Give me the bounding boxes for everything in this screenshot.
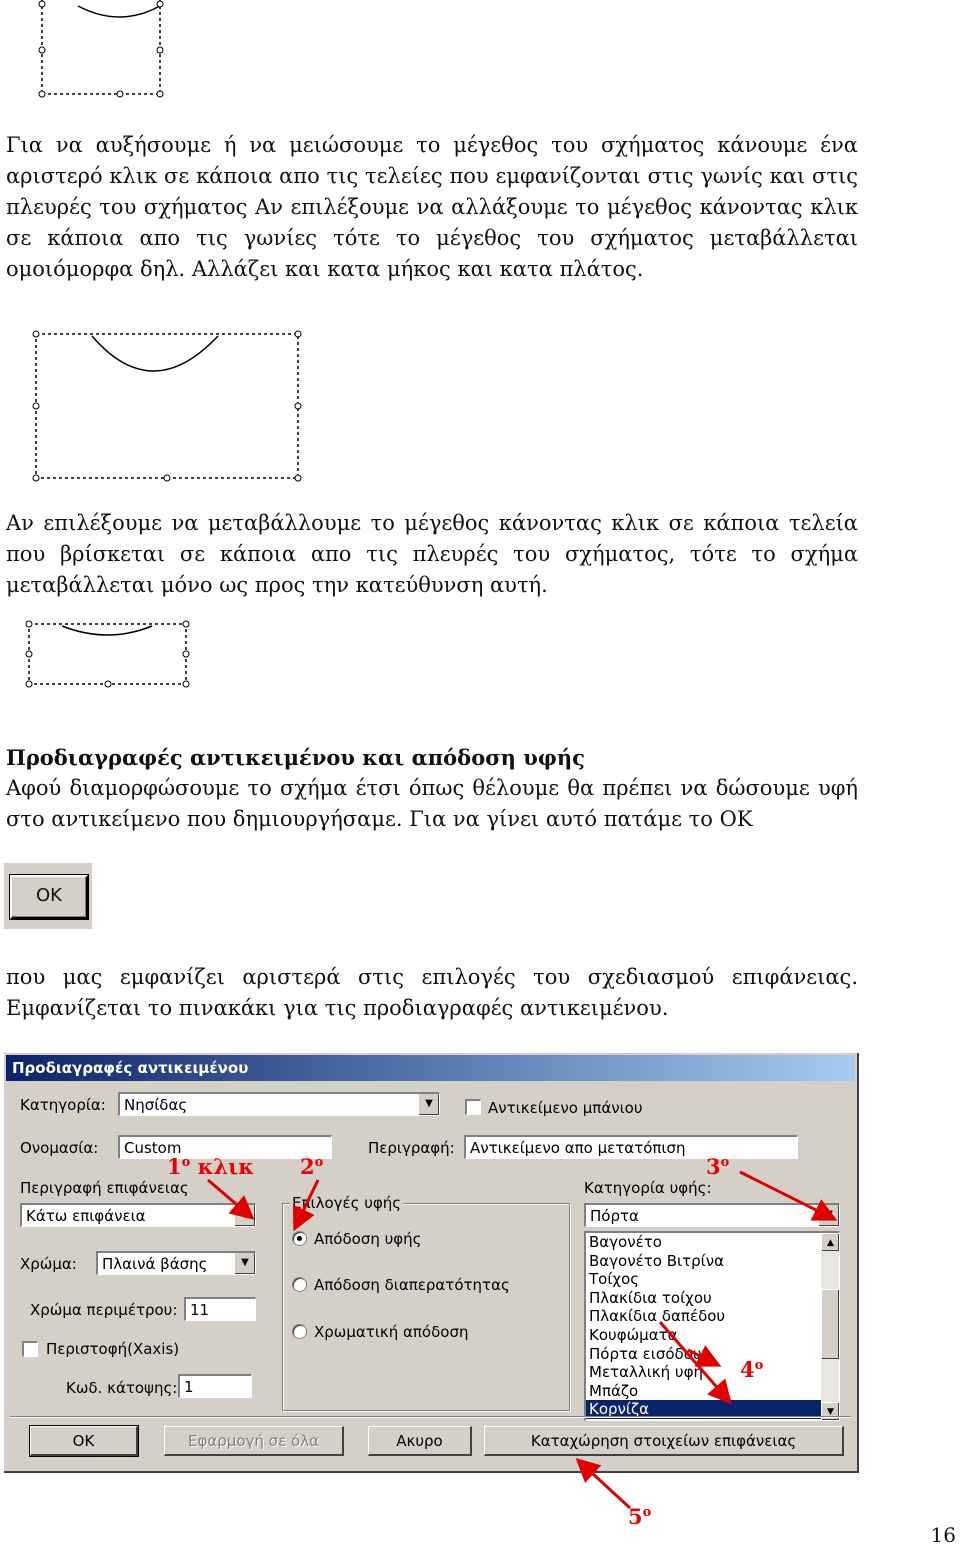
texture-list-item[interactable]: Μεταλλική υφή [589,1363,703,1382]
radio-texture[interactable] [292,1231,307,1246]
annotation-4: $4^o$ [740,1357,764,1382]
scroll-up-icon[interactable]: ▲ [821,1233,839,1251]
annotation-2: $2^o$ [300,1154,324,1179]
radio-color-label: Χρωματική απόδοση [314,1323,469,1341]
scroll-thumb[interactable] [821,1289,839,1359]
texture-list-item[interactable]: Βαγονέτο Βιτρίνα [589,1251,724,1270]
description-label: Περιγραφή: [368,1139,455,1157]
paragraph-dialog-intro: που μας εμφανίζει αριστερά στις επιλογές του σχεδιασμού επιφάνειας. Εμφανίζεται το πινακάκι για τις προδιαγραφές αντικειμένου. [6,965,858,1020]
texture-list-item[interactable]: Κορνίζα [586,1400,821,1419]
listbox-scrollbar[interactable] [821,1233,839,1420]
surface-desc-value: Κάτω επιφάνεια [26,1207,146,1225]
perimeter-color-input[interactable]: 11 [184,1297,256,1321]
rotation-label: Περιστοφή(Xaxis) [46,1340,180,1358]
bathroom-object-label: Αντικείμενο μπάνιου [488,1099,643,1117]
page-number: 16 [930,1523,956,1547]
dialog-ok-button[interactable]: OK [30,1426,138,1456]
texture-options-title: Επιλογές υφής [292,1194,402,1212]
cancel-button[interactable]: Ακυρο [368,1426,472,1456]
texture-category-label: Κατηγορία υφής: [584,1179,712,1197]
category-select[interactable] [118,1092,440,1116]
name-input[interactable]: Custom [118,1135,332,1159]
ok-button-image[interactable]: OK [10,875,88,919]
annotation-5: $5^o$ [628,1504,652,1529]
description-input[interactable]: Αντικείμενο απο μετατόπιση [464,1135,798,1159]
apply-all-button[interactable]: Εφαρμογή σε όλα [164,1426,344,1456]
texture-list-item[interactable]: Πόρτα εισόδου [589,1344,702,1363]
radio-texture-label: Απόδοση υφής [314,1230,422,1248]
texture-listbox[interactable] [584,1231,840,1421]
texture-category-select[interactable] [584,1203,840,1227]
category-value: Νησίδας [124,1096,188,1114]
texture-list-item[interactable]: Βαγονέτο [589,1233,662,1251]
category-label: Κατηγορία: [20,1096,106,1114]
scroll-down-icon[interactable]: ▼ [821,1402,839,1420]
annotation-3: $3^o$ [706,1154,730,1179]
chevron-down-icon[interactable]: ▼ [818,1205,839,1226]
annotation-1: $1^o$ κλικ [167,1154,254,1179]
ok-button-snippet [4,863,92,929]
paragraph-resize-side: Αν επιλέξουμε να μεταβάλλουμε το μέγεθος κάνοντας κλικ σε κάποια τελεία που βρίσκεται σε κάποια απο τις πλευρές του σχήματος, τότε το σχήμα μεταβάλλεται μόνο ως προς την κατεύθυνση αυτή. [6,511,858,597]
name-label: Ονομασία: [20,1139,99,1157]
color-select[interactable] [96,1251,256,1275]
texture-list-item[interactable]: Πλακίδια τοίχου [589,1288,712,1307]
dialog-separator [10,1416,851,1418]
chevron-down-icon[interactable]: ▼ [418,1094,439,1115]
surface-desc-select[interactable] [20,1203,256,1227]
radio-transparency[interactable] [292,1277,307,1292]
bathroom-object-checkbox[interactable] [465,1099,481,1115]
color-label: Χρώμα: [20,1255,77,1273]
dialog-title: Προδιαγραφές αντικειμένου [6,1055,855,1081]
texture-category-value: Πόρτα [590,1207,639,1225]
rotation-checkbox[interactable] [22,1341,38,1357]
perimeter-color-label: Χρώμα περιμέτρου: [30,1301,178,1319]
paragraph-texture-intro: Αφού διαμορφώσουμε το σχήμα έτσι όπως θέλουμε θα πρέπει να δώσουμε υφή στο αντικείμενο που δημιουργήσαμε. Για να γίνει αυτό πατάμε το ΟΚ [6,776,858,831]
section-heading: Προδιαγραφές αντικειμένου και απόδοση υφής [6,745,585,770]
texture-list-item[interactable]: Τοίχος [589,1270,640,1289]
radio-transparency-label: Απόδοση διαπερατότητας [314,1276,510,1294]
chevron-down-icon[interactable]: ▼ [234,1253,255,1274]
color-value: Πλαινά βάσης [102,1255,208,1273]
resize-shape-side [22,618,194,690]
texture-list-item[interactable]: Κουφώματα [589,1325,678,1344]
chevron-down-icon[interactable]: ▼ [234,1205,255,1226]
resize-shape-top [36,0,166,100]
save-surface-button[interactable]: Καταχώρηση στοιχείων επιφάνειας [484,1426,844,1456]
resize-shape-corner [28,328,308,484]
object-specs-dialog [4,1053,859,1473]
radio-color[interactable] [292,1324,307,1339]
plan-code-input[interactable]: 1 [178,1374,252,1398]
surface-desc-label: Περιγραφή επιφάνειας [20,1179,189,1197]
texture-list-item[interactable]: Πλακίδια δαπέδου [589,1307,726,1326]
plan-code-label: Κωδ. κάτοψης: [66,1379,178,1397]
texture-list-item[interactable]: Μπάζο [589,1381,639,1400]
paragraph-resize-intro: Για να αυξήσουμε ή να μειώσουμε το μέγεθος του σχήματος κάνουμε ένα αριστερό κλικ σε κάποια απο τις τελείες που εμφανίζονται στις γωνίς και στις πλευρές του σχήματος Αν επιλέξουμε να αλλάξουμε το μέγεθος κάνοντας κλικ σε κάποια απο τις γωνίες τότε το μέγεθος του σχήματος μεταβάλλεται ομοιόμορφα δηλ. Αλλάζει και κατα μήκος και κατα πλάτος. [6,133,858,281]
